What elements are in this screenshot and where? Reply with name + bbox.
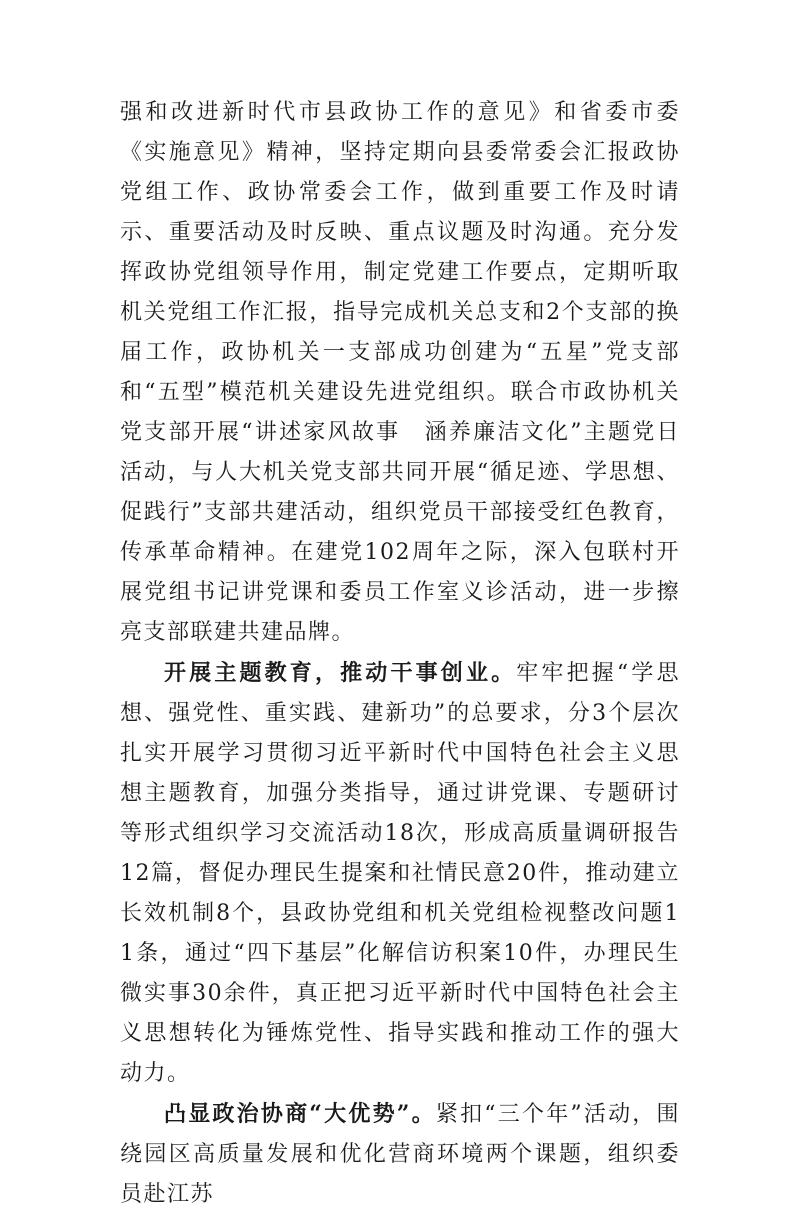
paragraph-body: 牢牢把握“学思想、强党性、重实践、建新功”的总要求，分3个层次扎实开展学习贯彻习近平新时代中国特色社会主义思想主题教育，加强分类指导，通过讲党课、专题研讨等形式组织学习交流活动18次，形成高质量调研报告12篇，督促办理民生提案和社情民意20件，推动建立长效机制8个，县政协党组和机关党组检视整改问题11条，通过“四下基层”化解信访积案10件，办理民生微实事30余件，真正把习近平新时代中国特色社会主义思想转化为锤炼党性、指导实践和推动工作的强大动力。: [120, 661, 680, 1086]
document-page: [120, 92, 680, 1215]
paragraph-party-building: [120, 92, 680, 653]
paragraph-lead: 凸显政治协商“大优势”。: [164, 1101, 436, 1127]
paragraph-body: 强和改进新时代市县政协工作的意见》和省委市委《实施意见》精神，坚持定期向县委常委会汇报政协党组工作、政协常委会工作，做到重要工作及时请示、重要活动及时反映、重点议题及时沟通。充分发挥政协党组领导作用，制定党建工作要点，定期听取机关党组工作汇报，指导完成机关总支和2个支部的换届工作，政协机关一支部成功创建为“五星”党支部和“五型”模范机关建设先进党组织。联合市政协机关党支部开展“讲述家风故事 涵养廉洁文化”主题党日活动，与人大机关党支部共同开展“循足迹、学思想、促践行”支部共建活动，组织党员干部接受红色教育，传承革命精神。在建党102周年之际，深入包联村开展党组书记讲党课和委员工作室义诊活动，进一步擦亮支部联建共建品牌。: [120, 100, 680, 645]
paragraph-lead: 开展主题教育，推动干事创业。: [164, 660, 517, 686]
paragraph-body: 紧扣“三个年”活动，围绕园区高质量发展和优化营商环境两个课题，组织委员赴江苏: [120, 1102, 681, 1207]
paragraph-political-consultation: [120, 1094, 680, 1215]
paragraph-theme-education: [120, 653, 680, 1094]
